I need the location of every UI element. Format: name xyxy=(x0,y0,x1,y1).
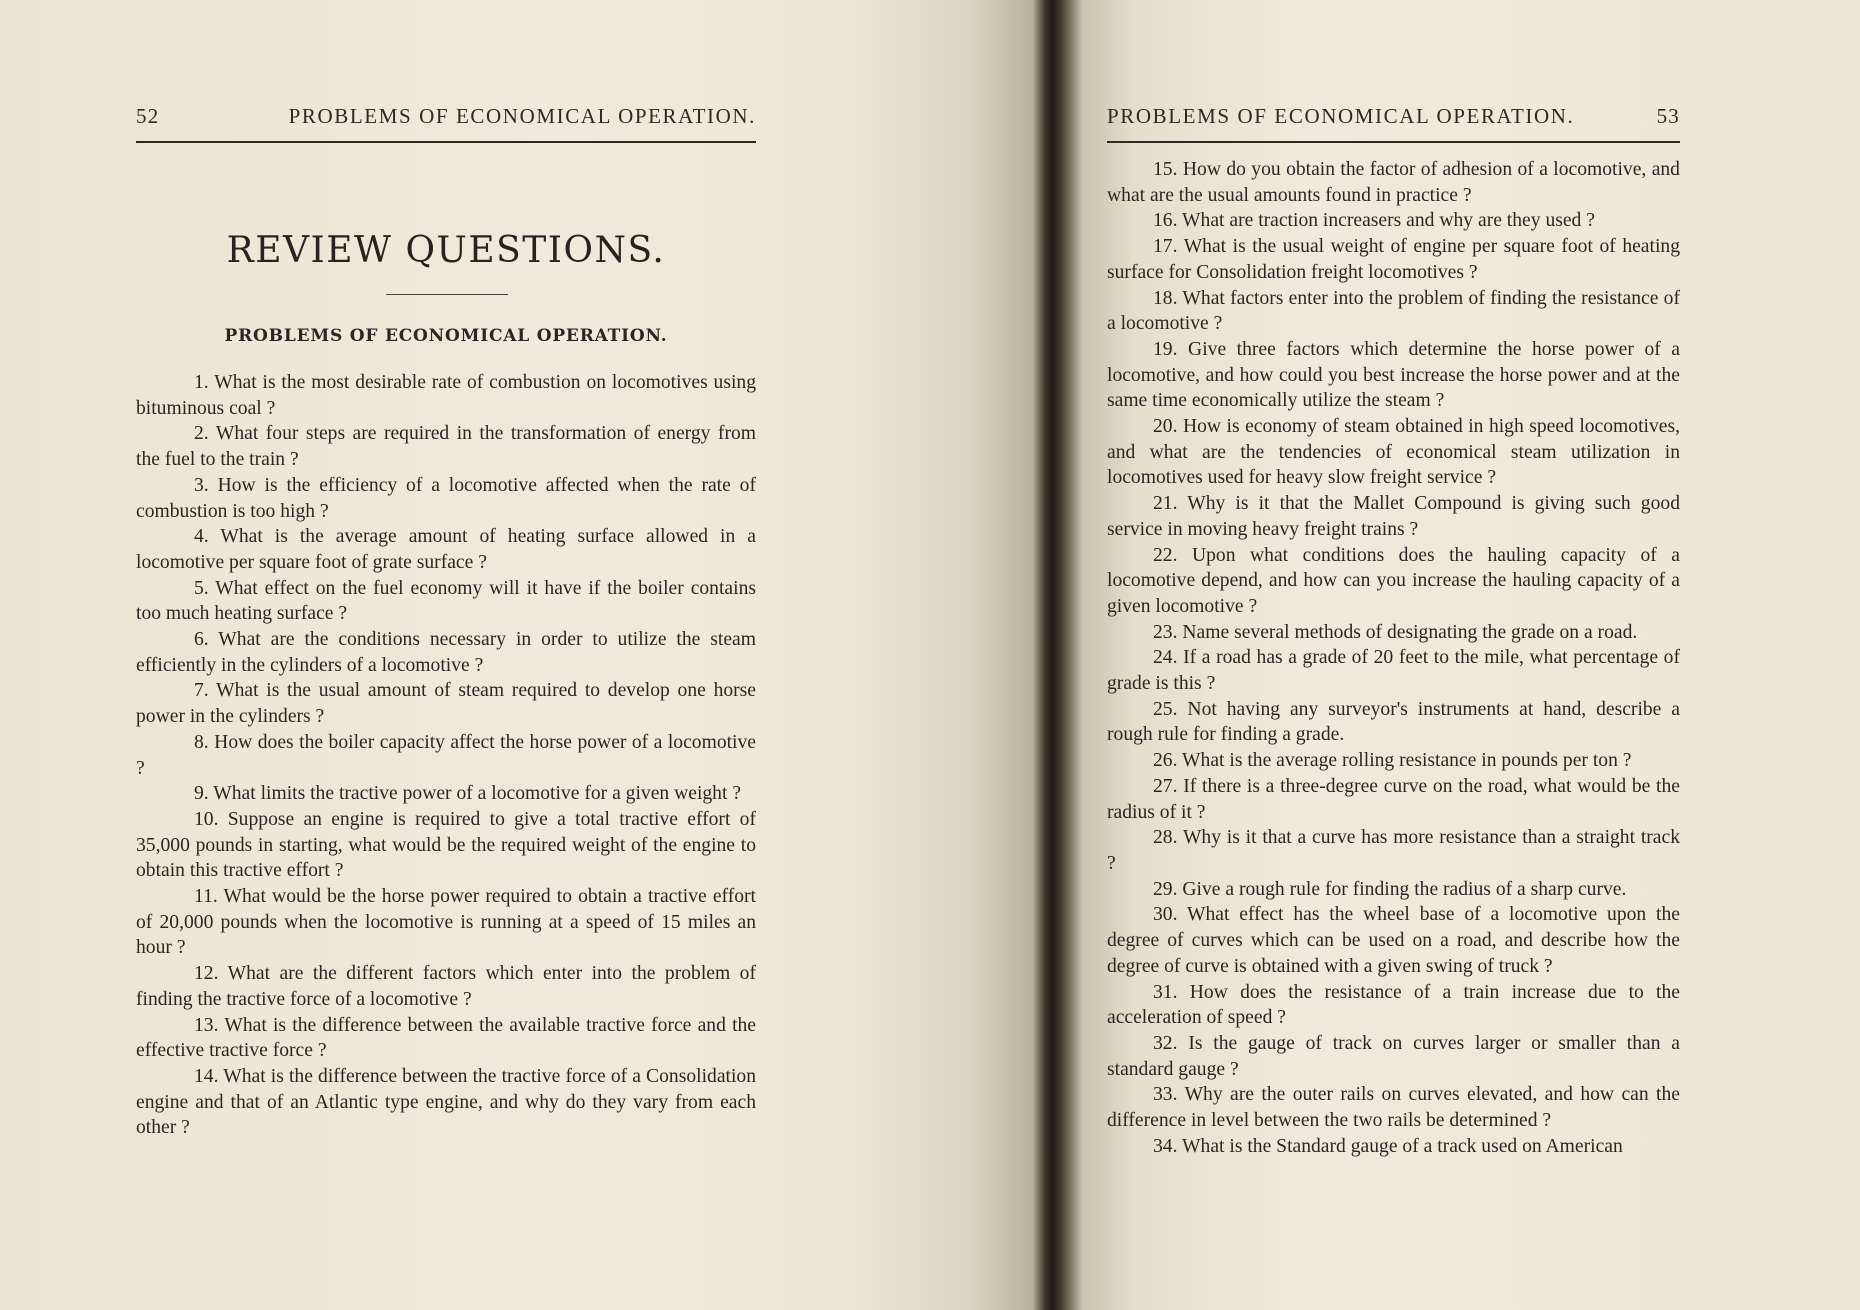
question-number: 24. xyxy=(1153,647,1178,669)
question-item xyxy=(136,627,756,678)
question-item xyxy=(1107,234,1680,285)
question-number: 22. xyxy=(1153,544,1178,566)
page-title: REVIEW QUESTIONS. xyxy=(226,230,666,271)
question-text: Is the gauge of track on curves larger or smaller than a standard gauge ? xyxy=(1107,1032,1680,1080)
question-number: 34. xyxy=(1153,1135,1178,1157)
question-number: 25. xyxy=(1153,698,1178,720)
question-item xyxy=(1107,1082,1680,1133)
question-item xyxy=(1107,877,1680,903)
question-number: 1. xyxy=(194,372,209,393)
question-text: Name several methods of designating the grade on a road. xyxy=(1182,621,1638,643)
question-text: What is the usual weight of engine per square foot of heating surface for Consolidation freight locomotives ? xyxy=(1107,236,1680,283)
question-text: What would be the horse power required to obtain a tractive effort of 20,000 pounds when the locomotive is running at a speed of 15 miles an hour ? xyxy=(136,886,756,959)
question-number: 33. xyxy=(1153,1084,1178,1106)
question-item xyxy=(136,961,756,1012)
header-rule xyxy=(136,141,756,143)
question-number: 19. xyxy=(1153,338,1178,360)
question-number: 13. xyxy=(194,1014,219,1036)
question-text: What factors enter into the problem of finding the resistance of a locomotive ? xyxy=(1107,287,1680,335)
question-text: What effect has the wheel base of a locomotive upon the degree of curves which can be used on a road, and describe how the degree of curve is obtained with a given swing of truck ? xyxy=(1107,904,1680,977)
question-text: Suppose an engine is required to give a total tractive effort of 35,000 pounds in starting, what would be the required weight of the engine to obtain this tractive effort ? xyxy=(136,808,756,882)
question-text: What is the Standard gauge of a track used on American xyxy=(1182,1135,1623,1157)
question-number: 2. xyxy=(194,423,209,445)
question-number: 4. xyxy=(194,526,209,548)
question-number: 8. xyxy=(194,731,209,753)
question-item xyxy=(136,473,756,524)
question-number: 5. xyxy=(194,577,209,599)
question-item xyxy=(1107,1134,1680,1160)
running-head-title: PROBLEMS OF ECONOMICAL OPERATION. xyxy=(288,104,756,128)
question-list xyxy=(136,370,756,1141)
question-number: 27. xyxy=(1153,775,1178,797)
question-text: How do you obtain the factor of adhesion of a locomotive, and what are the usual amounts found in practice ? xyxy=(1107,159,1680,206)
question-text: Upon what conditions does the hauling capacity of a locomotive depend, and how can you increase the hauling capacity of a given locomotive ? xyxy=(1107,544,1680,617)
question-item xyxy=(136,421,756,472)
question-text: What limits the tractive power of a locomotive for a given weight ? xyxy=(213,783,742,805)
question-text: What are the different factors which enter into the problem of finding the tractive force of a locomotive ? xyxy=(136,963,756,1010)
question-number: 16. xyxy=(1153,210,1178,232)
question-item xyxy=(1107,645,1680,696)
question-item xyxy=(1107,337,1680,414)
question-item xyxy=(1107,208,1680,234)
question-text: Why are the outer rails on curves elevated, and how can the difference in level between the two rails be determined ? xyxy=(1107,1084,1680,1132)
question-number: 9. xyxy=(194,783,209,805)
question-text: How is economy of steam obtained in high speed locomotives, and what are the tendencies of economical steam utilization in locomotives used for heavy slow freight service ? xyxy=(1107,416,1680,489)
question-number: 32. xyxy=(1153,1032,1178,1054)
question-item xyxy=(136,884,756,961)
question-number: 15. xyxy=(1153,159,1178,180)
question-text: Why is it that a curve has more resistance than a straight track ? xyxy=(1107,827,1680,874)
question-text: What are the conditions necessary in order to utilize the steam efficiently in the cylinders of a locomotive ? xyxy=(136,629,756,676)
question-item xyxy=(136,678,756,729)
question-number: 30. xyxy=(1153,904,1178,926)
question-list xyxy=(1107,157,1680,1159)
question-item xyxy=(1107,825,1680,876)
header-rule xyxy=(1107,141,1680,143)
question-text: What is the difference between the tractive force of a Consolidation engine and that of an Atlantic type engine, and why do they vary from each other ? xyxy=(136,1065,756,1139)
question-number: 20. xyxy=(1153,416,1178,438)
question-item xyxy=(136,524,756,575)
question-text: What are traction increasers and why are they used ? xyxy=(1182,210,1595,232)
question-number: 23. xyxy=(1153,621,1178,643)
question-text: What is the most desirable rate of combustion on locomotives using bituminous coal ? xyxy=(136,372,757,419)
question-text: What is the usual amount of steam required to develop one horse power in the cylinders ? xyxy=(136,680,757,728)
question-item xyxy=(136,576,756,627)
question-number: 28. xyxy=(1153,827,1178,849)
question-text: If a road has a grade of 20 feet to the mile, what percentage of grade is this ? xyxy=(1107,647,1680,695)
question-text: What effect on the fuel economy will it have if the boiler contains too much heating surface ? xyxy=(136,577,756,625)
question-number: 10. xyxy=(194,808,219,830)
question-item xyxy=(1107,1031,1680,1082)
question-text: Give a rough rule for finding the radius of a sharp curve. xyxy=(1182,878,1627,900)
question-item xyxy=(1107,774,1680,825)
question-number: 3. xyxy=(194,474,209,496)
question-item xyxy=(136,730,756,781)
question-text: How does the boiler capacity affect the horse power of a locomotive ? xyxy=(136,731,756,779)
question-item xyxy=(1107,286,1680,337)
title-divider xyxy=(386,294,508,295)
question-number: 18. xyxy=(1153,287,1178,309)
question-item xyxy=(136,1013,756,1064)
section-heading: PROBLEMS OF ECONOMICAL OPERATION. xyxy=(224,326,668,346)
page-number: 53 xyxy=(1656,104,1680,128)
question-item xyxy=(1107,157,1680,208)
page-number: 52 xyxy=(136,104,160,128)
question-text: How does the resistance of a train increase due to the acceleration of speed ? xyxy=(1107,981,1680,1029)
question-item xyxy=(1107,980,1680,1031)
question-item xyxy=(1107,491,1680,542)
right-page xyxy=(950,0,1860,1310)
question-number: 26. xyxy=(1153,750,1178,772)
question-text: What is the average rolling resistance in pounds per ton ? xyxy=(1182,750,1632,772)
question-text: What four steps are required in the transformation of energy from the fuel to the train ? xyxy=(136,423,757,471)
question-number: 17. xyxy=(1153,236,1178,258)
question-text: How is the efficiency of a locomotive affected when the rate of combustion is too high ? xyxy=(136,474,756,522)
running-head-title: PROBLEMS OF ECONOMICAL OPERATION. xyxy=(1107,104,1575,128)
question-item xyxy=(1107,902,1680,979)
question-item xyxy=(136,370,756,421)
question-item xyxy=(1107,697,1680,748)
question-text: If there is a three-degree curve on the road, what would be the radius of it ? xyxy=(1107,775,1680,823)
question-item xyxy=(1107,543,1680,620)
question-number: 29. xyxy=(1153,878,1178,900)
question-number: 14. xyxy=(194,1065,219,1087)
question-number: 31. xyxy=(1153,981,1178,1003)
question-text: Not having any surveyor's instruments at hand, describe a rough rule for finding a grade. xyxy=(1107,698,1680,746)
question-item xyxy=(1107,748,1680,774)
question-item xyxy=(136,781,756,807)
question-text: What is the average amount of heating surface allowed in a locomotive per square foot of grate surface ? xyxy=(136,526,756,573)
question-text: What is the difference between the available tractive force and the effective tractive force ? xyxy=(136,1014,757,1062)
running-head-left xyxy=(136,104,756,129)
question-number: 21. xyxy=(1153,493,1178,515)
question-number: 11. xyxy=(194,886,218,908)
question-item xyxy=(1107,414,1680,491)
question-item xyxy=(136,807,756,884)
question-item xyxy=(136,1064,756,1141)
question-text: Why is it that the Mallet Compound is giving such good service in moving heavy freight trains ? xyxy=(1107,493,1680,540)
question-number: 6. xyxy=(194,629,209,651)
question-item xyxy=(1107,620,1680,646)
running-head-right xyxy=(1107,104,1680,129)
question-number: 12. xyxy=(194,963,219,985)
question-number: 7. xyxy=(194,680,209,702)
question-text: Give three factors which determine the horse power of a locomotive, and how could you best increase the horse power and at the same time economically utilize the steam ? xyxy=(1107,338,1680,412)
